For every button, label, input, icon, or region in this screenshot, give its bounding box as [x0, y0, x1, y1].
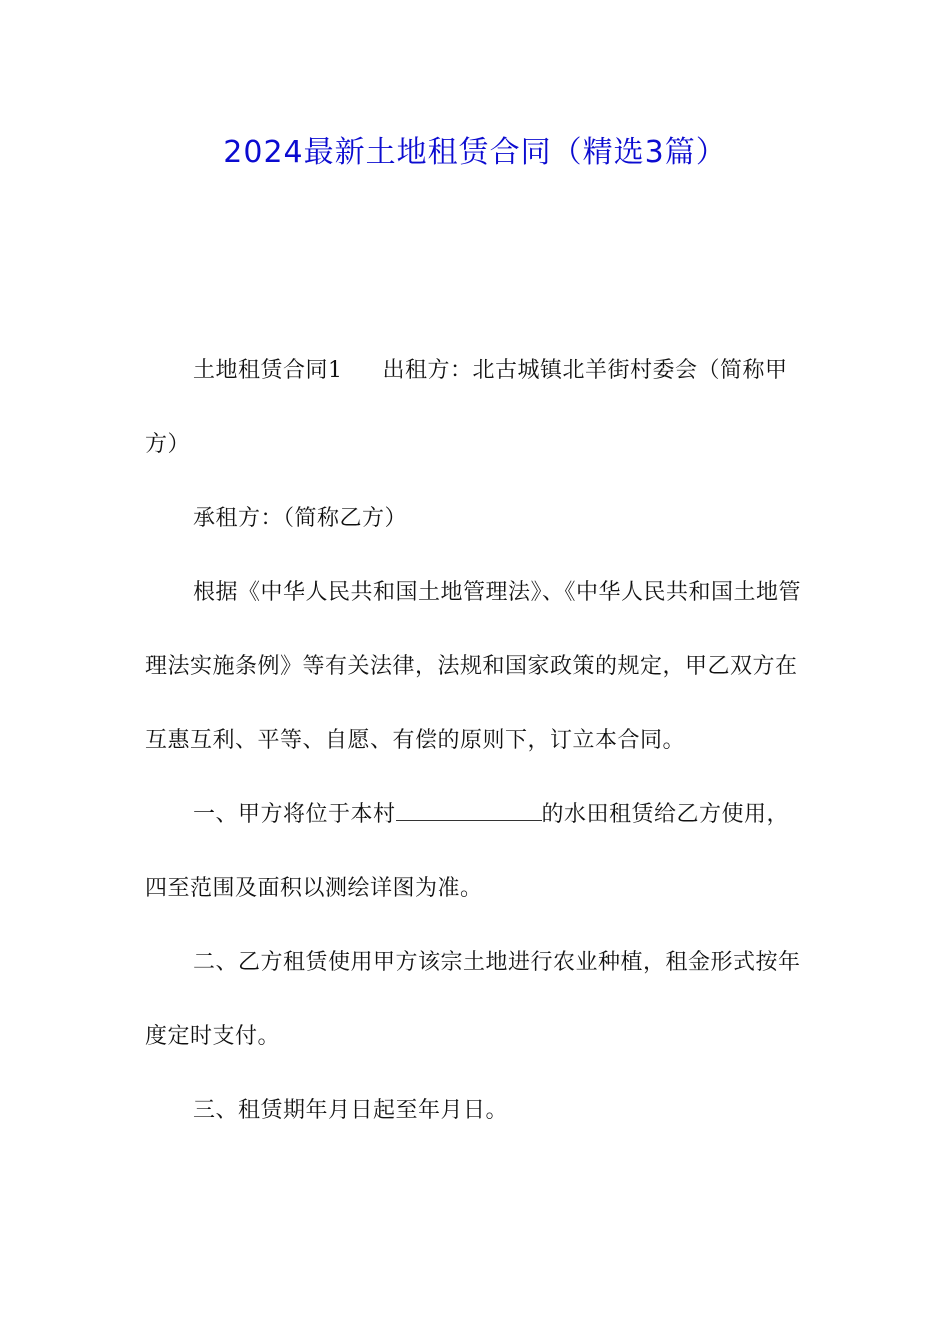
paragraph-clause-2: 二、乙方租赁使用甲方该宗土地进行农业种植，租金形式按年度定时支付。	[145, 950, 801, 1049]
paragraph-clause-3: 三、租赁期年月日起至年月日。	[193, 1098, 509, 1123]
clause-1-after: 的水田租赁给乙方使用，四至范围及面积以测绘详图为准。	[145, 802, 790, 901]
paragraph-lessor	[145, 334, 810, 482]
fill-in-blank	[396, 800, 542, 821]
document-title: 2024最新土地租赁合同（精选3篇）	[223, 135, 727, 170]
lessor-text: 出租方：北古城镇北羊街村委会（简称甲方）	[145, 358, 788, 457]
clause-1-before: 一、甲方将位于本村	[193, 802, 396, 827]
document-body	[145, 334, 810, 1148]
paragraph-legal-basis: 根据《中华人民共和国土地管理法》、《中华人民共和国土地管理法实施条例》等有关法律，法规和国家政策的规定，甲乙双方在互惠互利、平等、自愿、有偿的原则下，订立本合同。	[145, 580, 802, 753]
paragraph-clause-1	[145, 778, 810, 926]
paragraph-lessee: 承租方：（简称乙方）	[193, 506, 408, 531]
contract-heading: 土地租赁合同1	[193, 358, 343, 383]
